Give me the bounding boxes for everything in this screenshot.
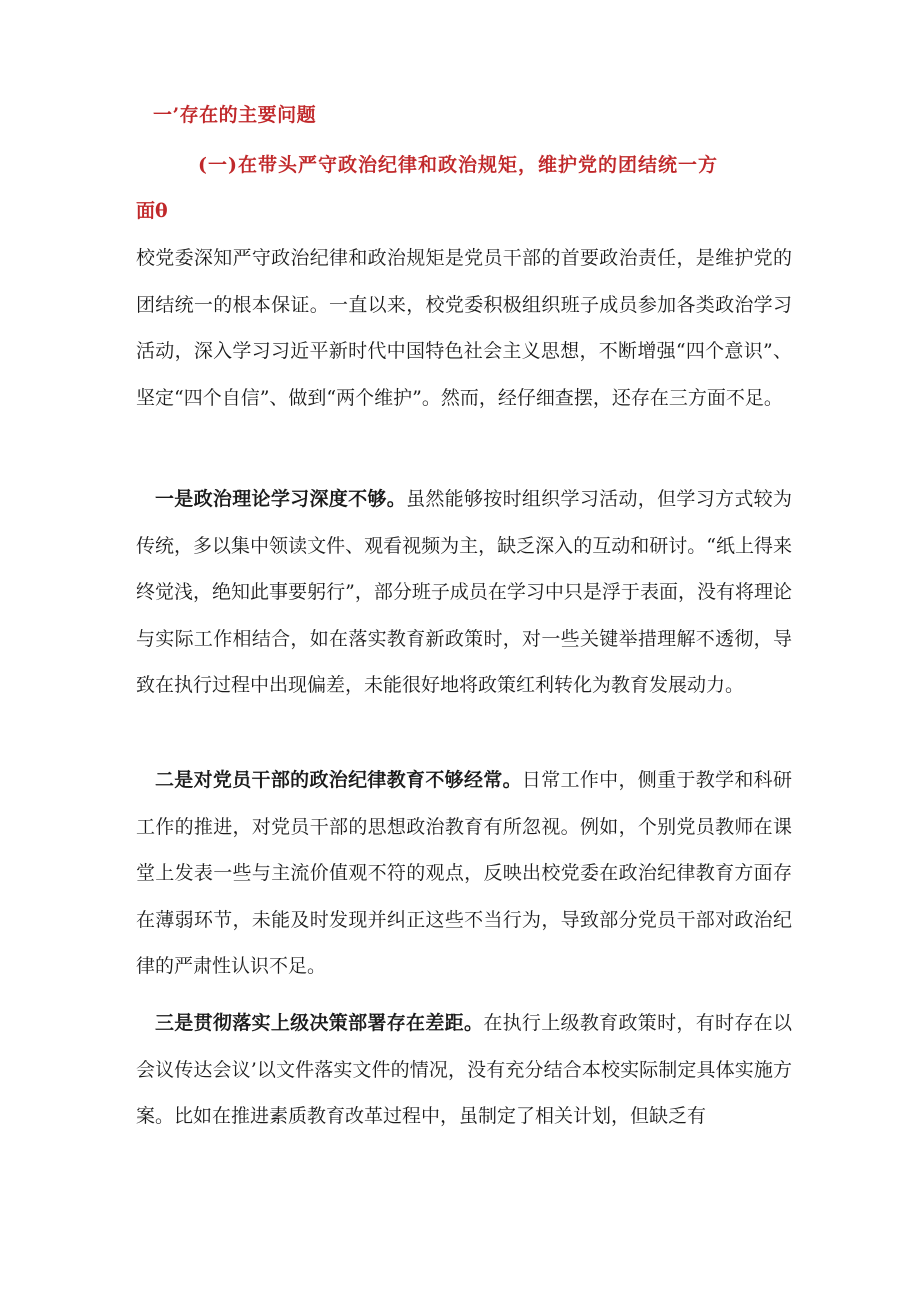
subsection-heading: (一)在带头严守政治纪律和政治规矩，维护党的团结统一方 (198, 154, 718, 176)
paragraph-point-2-body: 日常工作中，侧重于教学和科研工作的推进，对党员干部的思想政治教育有所忽视。例如，个别党员教师在课堂上发表一些与主流价值观不符的观点，反映出校党委在政治纪律教育方面存在薄弱环节，未能及时发现并纠正这些不当行为，导致部分党员干部对政治纪律的严肃性认识不足。 (136, 769, 792, 977)
paragraph-point-2 (136, 757, 792, 990)
paragraph-point-1-body: 虽然能够按时组织学习活动，但学习方式较为传统，多以集中领读文件、观看视频为主，缺乏深入的互动和研讨。“纸上得来终觉浅，绝知此事要躬行”，部分班子成员在学习中只是浮于表面，没有将理论与实际工作相结合，如在落实教育新政策时，对一些关键举措理解不透彻，导致在执行过程中出现偏差，未能很好地将政策红利转化为教育发展动力。 (136, 488, 792, 696)
subsection-heading-continuation: 面θ (136, 200, 168, 222)
paragraph-point-1 (136, 476, 792, 709)
paragraph-point-1-lead: 一是政治理论学习深度不够。 (155, 488, 407, 510)
paragraph-point-3-body: 在执行上级教育政策时，有时存在以会议传达会议’以文件落实文件的情况，没有充分结合本校实际制定具体实施方案。比如在推进素质教育改革过程中，虽制定了相关计划，但缺乏有 (136, 1012, 792, 1127)
paragraph-point-3 (136, 1000, 792, 1140)
paragraph-intro: 校党委深知严守政治纪律和政治规矩是党员干部的首要政治责任，是维护党的团结统一的根本保证。一直以来，校党委积极组织班子成员参加各类政治学习活动，深入学习习近平新时代中国特色社会主义思想，不断增强“四个意识”、坚定“四个自信”、做到“两个维护”。然而，经仔细查摆，还存在三方面不足。 (136, 247, 792, 409)
paragraph-point-3-lead: 三是贯彻落实上级决策部署存在差距。 (155, 1012, 484, 1034)
section-heading: 一’存在的主要问题 (153, 104, 317, 126)
paragraph-point-2-lead: 二是对党员干部的政治纪律教育不够经常。 (155, 769, 522, 791)
